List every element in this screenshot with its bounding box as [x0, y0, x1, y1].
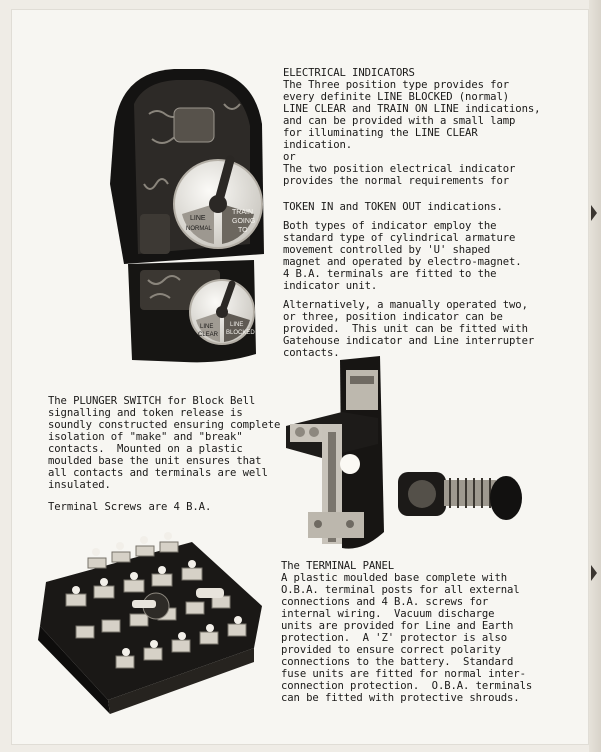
lower-dial-label-line: LINE [200, 324, 214, 330]
dial-label-line: LINE [190, 215, 206, 222]
text-line: Alternatively, a manually operated two, [283, 299, 528, 311]
text-line: indication. [283, 139, 353, 151]
text-line: fuse units are fitted for normal inter- [281, 668, 526, 680]
page-edge [589, 0, 601, 752]
text-line: for illuminating the LINE CLEAR [283, 127, 478, 139]
text-line: The Three position type provides for [283, 79, 510, 91]
page-tab-marker [591, 565, 597, 581]
text-line: A plastic moulded base complete with [281, 572, 508, 584]
text-line: provides the normal requirements for [283, 175, 510, 187]
dial-label-to: TO [238, 227, 248, 234]
text-line: Gatehouse indicator and Line interrupter [283, 335, 535, 347]
text-line: connection protection. O.B.A. terminals [281, 680, 533, 692]
text-line: can be fitted with protective shrouds. [281, 692, 520, 704]
text-line: LINE CLEAR and TRAIN ON LINE indications, [283, 103, 541, 115]
electrical-indicators-heading: ELECTRICAL INDICATORS [283, 67, 415, 79]
terminal-panel-photo [36, 530, 272, 716]
token-indications-line: TOKEN IN and TOKEN OUT indications. [283, 201, 503, 213]
text-line: contacts. Mounted on a plastic [48, 443, 243, 455]
text-line: O.B.A. terminal posts for all external [281, 584, 520, 596]
text-line: moulded base the unit ensures that [48, 455, 262, 467]
text-line: standard type of cylindrical armature [283, 232, 516, 244]
text-line: signalling and token release is [48, 407, 243, 419]
text-line: The PLUNGER SWITCH for Block Bell [48, 395, 256, 407]
text-line: or three, position indicator can be [283, 311, 503, 323]
page-tab-marker [591, 205, 597, 221]
text-line: internal wiring. Vacuum discharge [281, 608, 495, 620]
lower-dial-label-blocked: BLOCKED [226, 330, 255, 336]
terminal-panel-heading: The TERMINAL PANEL [281, 560, 395, 572]
text-line: connections to the battery. Standard [281, 656, 514, 668]
text-line: all contacts and terminals are well [48, 467, 268, 479]
plunger-switch-photo [282, 352, 524, 554]
lower-dial-label-clear: CLEAR [198, 332, 219, 338]
text-line: insulated. [48, 479, 111, 491]
dial-label-going: GOING [232, 218, 256, 225]
text-line: Both types of indicator employ the [283, 220, 497, 232]
text-line: provided to ensure correct polarity [281, 644, 501, 656]
terminal-screws-note: Terminal Screws are 4 B.A. [48, 501, 212, 513]
text-line: or [283, 151, 296, 163]
text-line: units are provided for Line and Earth [281, 620, 514, 632]
electrical-indicator-photo [104, 64, 276, 364]
dial-label-normal: NORMAL [186, 226, 212, 232]
text-line: provided. This unit can be fitted with [283, 323, 528, 335]
lower-dial-label-line-right: LINE [230, 322, 244, 328]
dial-label-train: TRAIN [232, 209, 253, 216]
text-line: connections and 4 B.A. screws for [281, 596, 489, 608]
text-line: and can be provided with a small lamp [283, 115, 516, 127]
text-line: indicator unit. [283, 280, 378, 292]
text-line: magnet and operated by electro-magnet. [283, 256, 522, 268]
text-line: soundly constructed ensuring complete [48, 419, 281, 431]
text-line: 4 B.A. terminals are fitted to the [283, 268, 497, 280]
text-line: every definite LINE BLOCKED (normal) [283, 91, 510, 103]
text-line: contacts. [283, 347, 340, 359]
text-line: The two position electrical indicator [283, 163, 516, 175]
text-line: movement controlled by 'U' shaped [283, 244, 491, 256]
text-line: isolation of "make" and "break" [48, 431, 243, 443]
text-line: protection. A 'Z' protector is also [281, 632, 508, 644]
